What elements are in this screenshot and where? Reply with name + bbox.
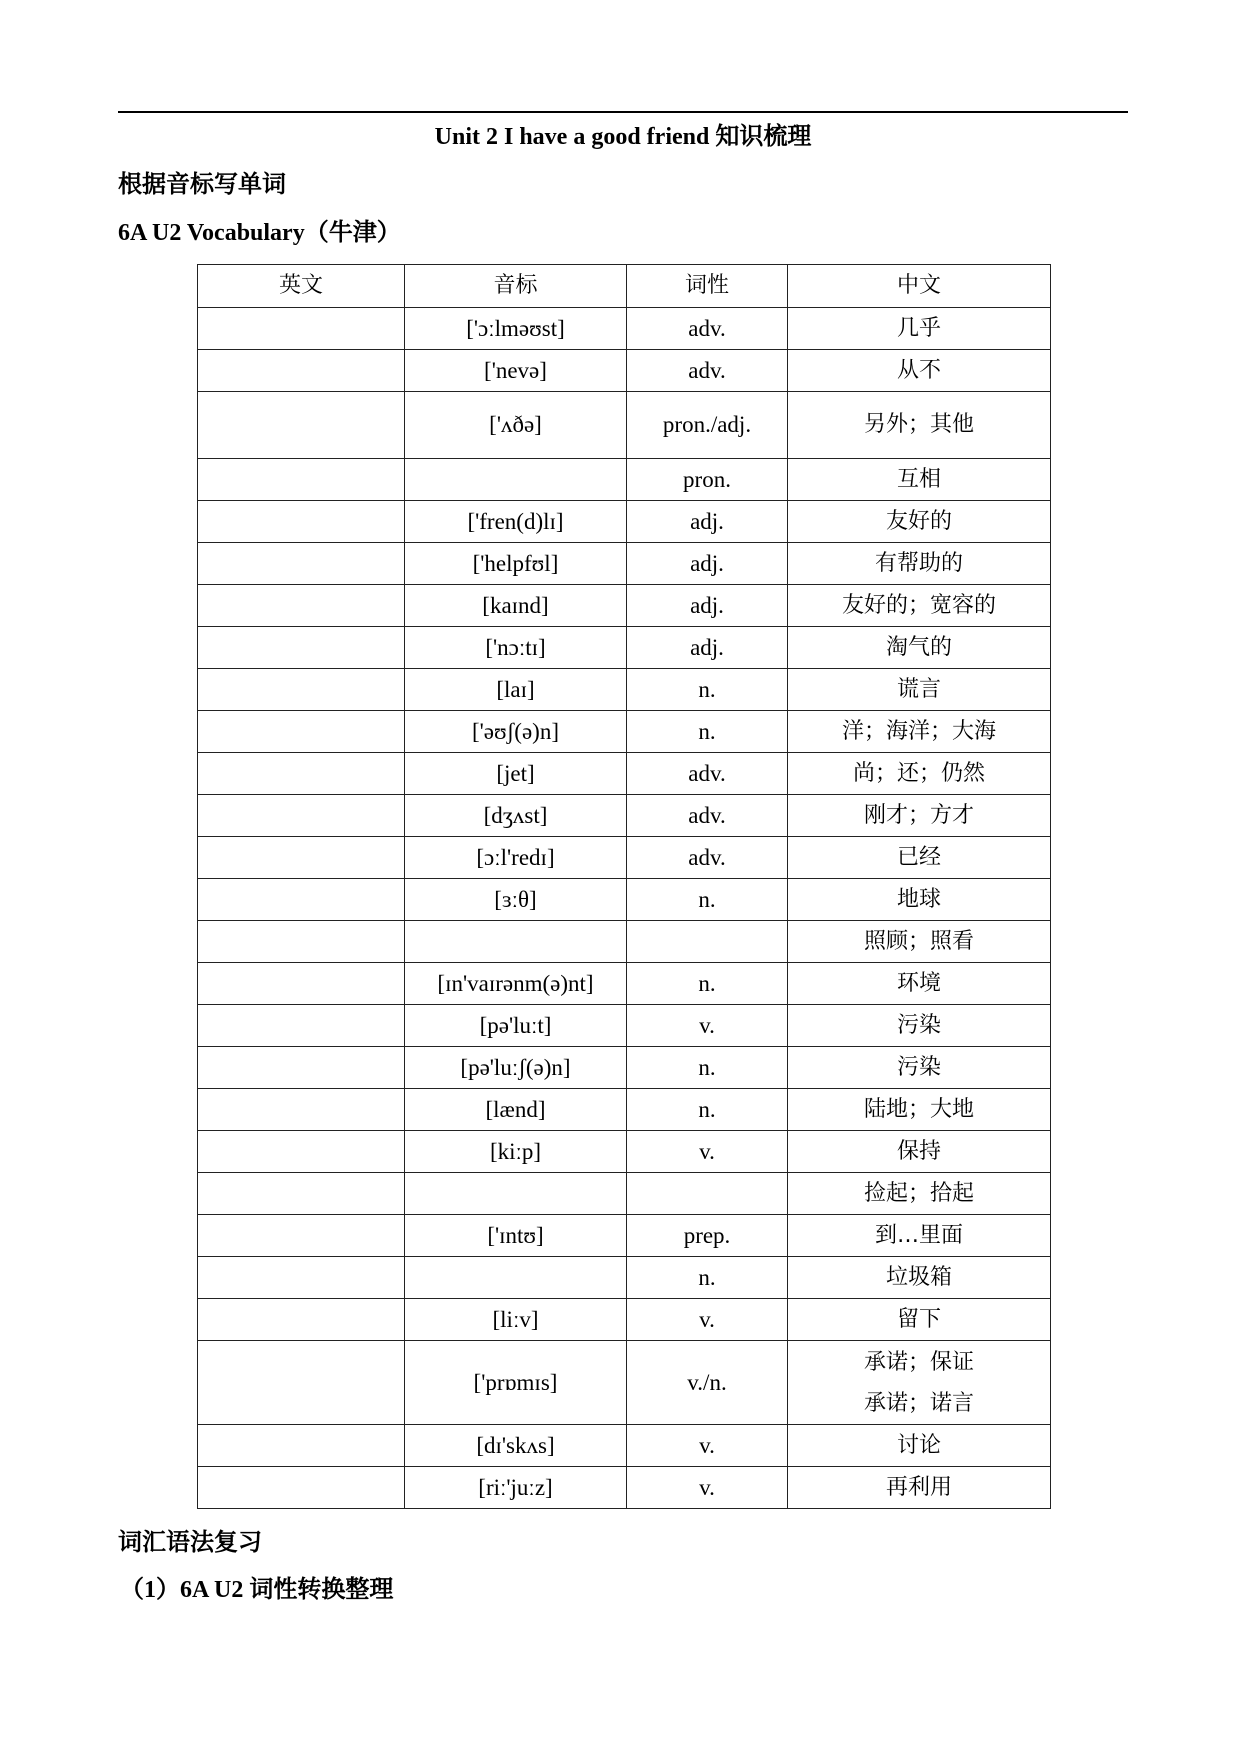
cell-chinese: [788, 963, 1051, 1005]
table-row: [198, 1131, 1051, 1173]
cell-part-of-speech: n.: [627, 669, 788, 711]
chinese-meaning: 淘气的: [885, 634, 952, 660]
cell-part-of-speech: n.: [627, 1257, 788, 1299]
chinese-meaning: 照顾；照看: [863, 928, 974, 954]
cell-english-blank[interactable]: [198, 1173, 405, 1215]
cell-part-of-speech: n.: [627, 1047, 788, 1089]
cell-chinese: [788, 1257, 1051, 1299]
table-row: [198, 501, 1051, 543]
cell-part-of-speech: [627, 1173, 788, 1215]
cell-part-of-speech: adv.: [627, 837, 788, 879]
chinese-meaning: 几乎: [896, 315, 941, 341]
cell-phonetic: [pə'luːʃ(ə)n]: [405, 1047, 627, 1089]
chinese-meaning: 已经: [896, 844, 941, 870]
chinese-meaning: 垃圾箱: [885, 1264, 952, 1290]
chinese-meaning: 互相: [896, 466, 941, 492]
header-part-of-speech: 词性: [627, 265, 788, 308]
table-row: [198, 1005, 1051, 1047]
cell-phonetic: ['nevə]: [405, 350, 627, 392]
chinese-meaning: 洋；海洋；大海: [841, 718, 996, 744]
table-row: [198, 1215, 1051, 1257]
table-row: [198, 669, 1051, 711]
section-heading-phonetics: 根据音标写单词: [118, 172, 286, 198]
cell-phonetic: [ɪn'vaɪrənm(ə)nt]: [405, 963, 627, 1005]
cell-english-blank[interactable]: [198, 921, 405, 963]
cell-chinese: [788, 1215, 1051, 1257]
cell-chinese: [788, 921, 1051, 963]
cell-english-blank[interactable]: [198, 1131, 405, 1173]
table-row: [198, 1341, 1051, 1425]
vocabulary-table: [197, 264, 1051, 1509]
chinese-meaning: 讨论: [896, 1432, 941, 1458]
cell-part-of-speech: v./n.: [627, 1341, 788, 1425]
header-phonetic: 音标: [405, 265, 627, 308]
cell-phonetic: ['helpfʊl]: [405, 543, 627, 585]
chinese-meaning: 陆地；大地: [863, 1096, 974, 1122]
cell-english-blank[interactable]: [198, 1425, 405, 1467]
cell-phonetic: ['əʊʃ(ə)n]: [405, 711, 627, 753]
table-row: [198, 1467, 1051, 1509]
cell-part-of-speech: v.: [627, 1467, 788, 1509]
cell-english-blank[interactable]: [198, 1257, 405, 1299]
cell-part-of-speech: adv.: [627, 308, 788, 350]
cell-english-blank[interactable]: [198, 753, 405, 795]
section-heading-vocabulary: 6A U2 Vocabulary（牛津）: [118, 220, 401, 246]
document-title: Unit 2 I have a good friend 知识梳理: [434, 124, 812, 150]
cell-english-blank[interactable]: [198, 1341, 405, 1425]
cell-part-of-speech: n.: [627, 711, 788, 753]
cell-phonetic: [dɪ'skʌs]: [405, 1425, 627, 1467]
cell-chinese: [788, 1047, 1051, 1089]
cell-english-blank[interactable]: [198, 837, 405, 879]
table-row: [198, 459, 1051, 501]
table-header-row: [198, 265, 1051, 308]
cell-english-blank[interactable]: [198, 459, 405, 501]
cell-part-of-speech: v.: [627, 1425, 788, 1467]
cell-english-blank[interactable]: [198, 795, 405, 837]
cell-phonetic: [lænd]: [405, 1089, 627, 1131]
cell-phonetic: ['ɪntʊ]: [405, 1215, 627, 1257]
cell-phonetic: [kaɪnd]: [405, 585, 627, 627]
cell-part-of-speech: v.: [627, 1131, 788, 1173]
cell-phonetic: [405, 1257, 627, 1299]
cell-english-blank[interactable]: [198, 1089, 405, 1131]
cell-part-of-speech: v.: [627, 1005, 788, 1047]
cell-chinese: [788, 837, 1051, 879]
cell-chinese: [788, 1299, 1051, 1341]
cell-english-blank[interactable]: [198, 585, 405, 627]
cell-phonetic: [jet]: [405, 753, 627, 795]
cell-phonetic: [405, 1173, 627, 1215]
chinese-meaning: 有帮助的: [874, 550, 963, 576]
cell-phonetic: [liːv]: [405, 1299, 627, 1341]
cell-chinese: [788, 753, 1051, 795]
cell-part-of-speech: adj.: [627, 501, 788, 543]
table-row: [198, 308, 1051, 350]
table-row: [198, 543, 1051, 585]
cell-part-of-speech: adj.: [627, 585, 788, 627]
table-row: [198, 1047, 1051, 1089]
cell-english-blank[interactable]: [198, 963, 405, 1005]
cell-chinese: [788, 1173, 1051, 1215]
cell-part-of-speech: v.: [627, 1299, 788, 1341]
cell-part-of-speech: adj.: [627, 543, 788, 585]
chinese-meaning: 留下: [896, 1306, 941, 1332]
cell-phonetic: [pə'luːt]: [405, 1005, 627, 1047]
cell-english-blank[interactable]: [198, 1467, 405, 1509]
cell-chinese: [788, 1131, 1051, 1173]
chinese-meaning: 地球: [896, 886, 941, 912]
table-row: [198, 1089, 1051, 1131]
chinese-meaning: 承诺；保证: [863, 1349, 974, 1375]
chinese-meaning: 刚才；方才: [863, 802, 974, 828]
cell-chinese: [788, 669, 1051, 711]
table-row: [198, 1257, 1051, 1299]
table-row: [198, 1173, 1051, 1215]
cell-english-blank[interactable]: [198, 350, 405, 392]
cell-phonetic: [ɔːl'redɪ]: [405, 837, 627, 879]
chinese-meaning: 再利用: [885, 1474, 952, 1500]
cell-part-of-speech: pron./adj.: [627, 392, 788, 459]
cell-phonetic: ['nɔːtɪ]: [405, 627, 627, 669]
cell-english-blank[interactable]: [198, 543, 405, 585]
table-row: [198, 753, 1051, 795]
cell-phonetic: ['fren(d)lɪ]: [405, 501, 627, 543]
cell-part-of-speech: [627, 921, 788, 963]
cell-english-blank[interactable]: [198, 1047, 405, 1089]
chinese-meaning: 尚；还；仍然: [852, 760, 985, 786]
table-row: [198, 1425, 1051, 1467]
chinese-meaning: 谎言: [896, 676, 941, 702]
chinese-meaning: 到…里面: [874, 1222, 963, 1248]
cell-chinese: [788, 1467, 1051, 1509]
header-rule: [118, 111, 1128, 113]
table-row: [198, 627, 1051, 669]
cell-english-blank[interactable]: [198, 501, 405, 543]
table-row: [198, 392, 1051, 459]
cell-part-of-speech: n.: [627, 963, 788, 1005]
cell-phonetic: [laɪ]: [405, 669, 627, 711]
cell-chinese: [788, 1089, 1051, 1131]
cell-phonetic: [405, 459, 627, 501]
cell-chinese: [788, 543, 1051, 585]
cell-chinese: [788, 1425, 1051, 1467]
chinese-meaning: 友好的；宽容的: [841, 592, 996, 618]
cell-english-blank[interactable]: [198, 669, 405, 711]
cell-part-of-speech: adv.: [627, 753, 788, 795]
cell-chinese: [788, 627, 1051, 669]
table-row: [198, 921, 1051, 963]
cell-chinese: [788, 711, 1051, 753]
cell-english-blank[interactable]: [198, 879, 405, 921]
cell-part-of-speech: adv.: [627, 795, 788, 837]
cell-part-of-speech: adv.: [627, 350, 788, 392]
cell-part-of-speech: prep.: [627, 1215, 788, 1257]
cell-chinese: [788, 585, 1051, 627]
cell-english-blank[interactable]: [198, 627, 405, 669]
cell-part-of-speech: pron.: [627, 459, 788, 501]
cell-english-blank[interactable]: [198, 392, 405, 459]
chinese-meaning: 污染: [896, 1012, 941, 1038]
cell-chinese: [788, 350, 1051, 392]
header-english: 英文: [198, 265, 405, 308]
cell-phonetic: [ɜːθ]: [405, 879, 627, 921]
chinese-meaning: 友好的: [885, 508, 952, 534]
chinese-meaning: 污染: [896, 1054, 941, 1080]
cell-phonetic: [riː'juːz]: [405, 1467, 627, 1509]
cell-english-blank[interactable]: [198, 308, 405, 350]
cell-phonetic: ['ʌðə]: [405, 392, 627, 459]
chinese-meaning: 另外；其他: [863, 412, 974, 437]
cell-phonetic: [dʒʌst]: [405, 795, 627, 837]
chinese-meaning: 从不: [896, 357, 941, 383]
table-row: [198, 879, 1051, 921]
cell-chinese: [788, 1005, 1051, 1047]
table-row: [198, 1299, 1051, 1341]
cell-phonetic: ['prɒmɪs]: [405, 1341, 627, 1425]
cell-chinese: [788, 795, 1051, 837]
section-heading-grammar-review: 词汇语法复习: [118, 1530, 262, 1556]
cell-chinese: [788, 459, 1051, 501]
table-row: [198, 795, 1051, 837]
chinese-meaning: 保持: [896, 1138, 941, 1164]
table-body: [198, 308, 1051, 1509]
cell-chinese: [788, 392, 1051, 459]
table-row: [198, 711, 1051, 753]
cell-phonetic: ['ɔːlməʊst]: [405, 308, 627, 350]
cell-part-of-speech: n.: [627, 879, 788, 921]
chinese-meaning: 捡起；拾起: [863, 1180, 974, 1206]
table-row: [198, 963, 1051, 1005]
cell-chinese: [788, 501, 1051, 543]
table-row: [198, 837, 1051, 879]
section-heading-word-forms: （1）6A U2 词性转换整理: [120, 1577, 394, 1603]
cell-part-of-speech: adj.: [627, 627, 788, 669]
cell-chinese: [788, 879, 1051, 921]
cell-english-blank[interactable]: [198, 711, 405, 753]
cell-english-blank[interactable]: [198, 1215, 405, 1257]
cell-chinese: [788, 308, 1051, 350]
chinese-meaning: 环境: [896, 970, 941, 996]
cell-english-blank[interactable]: [198, 1299, 405, 1341]
table-row: [198, 350, 1051, 392]
table-row: [198, 585, 1051, 627]
cell-phonetic: [405, 921, 627, 963]
cell-phonetic: [kiːp]: [405, 1131, 627, 1173]
cell-chinese: [788, 1341, 1051, 1425]
cell-part-of-speech: n.: [627, 1089, 788, 1131]
cell-english-blank[interactable]: [198, 1005, 405, 1047]
chinese-meaning: 承诺；诺言: [863, 1390, 974, 1416]
header-chinese: 中文: [788, 265, 1051, 308]
